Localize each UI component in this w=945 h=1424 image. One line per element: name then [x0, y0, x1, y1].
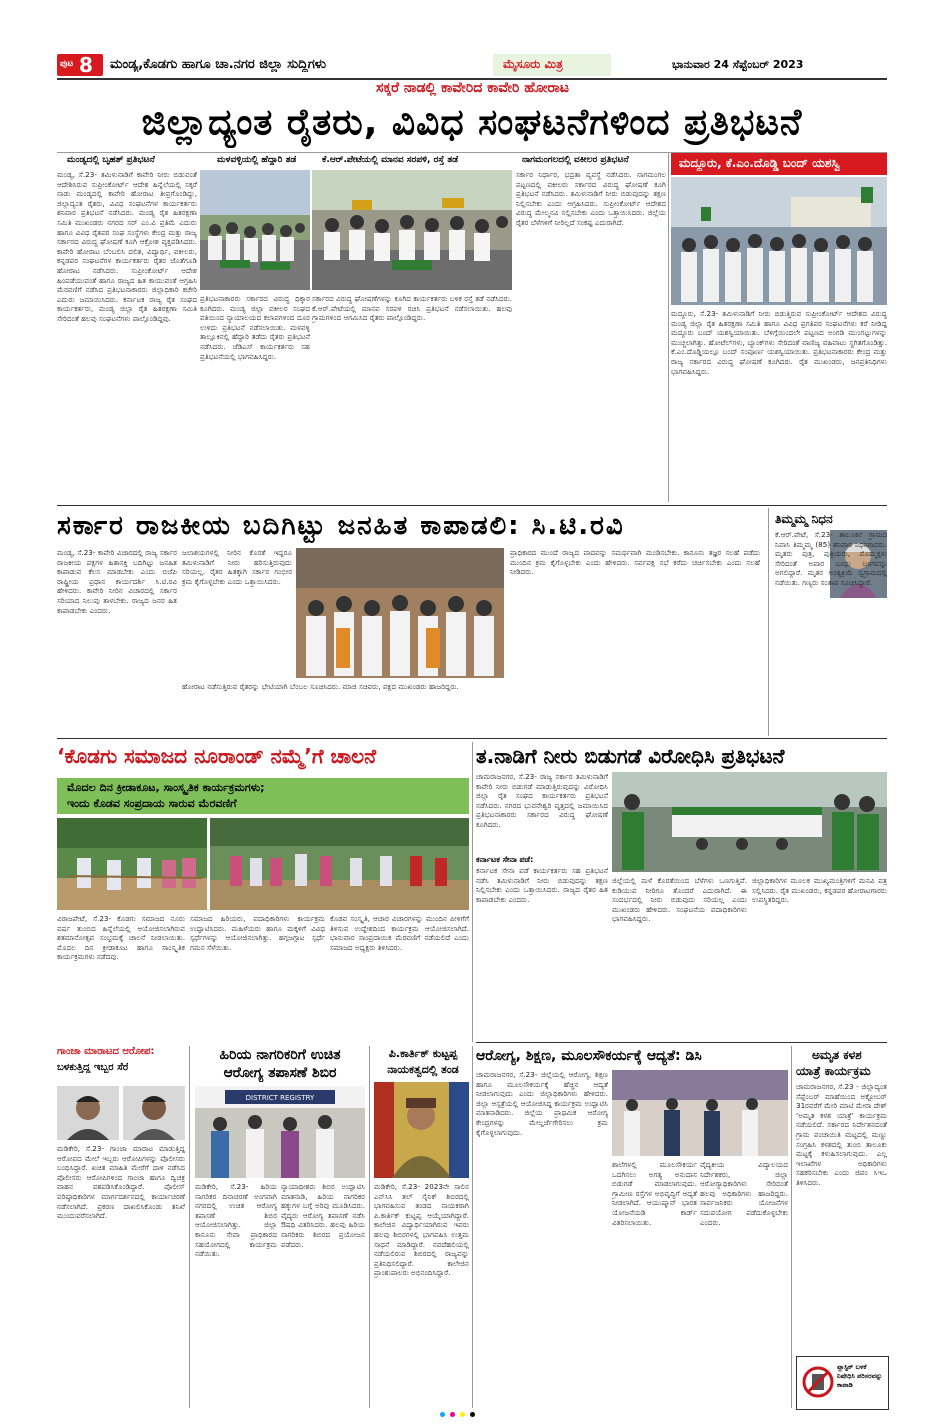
- arogya-text2: ಶಾಲೆಗಳಲ್ಲಿ ಮೂಲಸೌಕರ್ಯ ಒದಗಿಸಲು ಅಗತ್ಯ ಅನುದಾನ ಬಿಡುಗಡೆ ಮಾಡಲಾಗುವುದು. ಗ್ರಾಮೀಣ ರಸ್ತೆಗಳ ಅಭಿವೃದ್ಧಿಗೆ ಆದ್ಯತೆ ನೀಡಲಾಗಿದೆ. ಆಯುಷ್ಮಾನ್ ಭಾರತ ಯೋಜನೆಯಡಿ ಕಾರ್ಡ್ ವಿತರಿಸಲಾಯಿತು.: [612, 1160, 697, 1227]
- maddur-box-title: ಮದ್ದೂರು, ಕೆ.ಎಂ.ದೊಡ್ಡಿ ಬಂದ್ ಯಶಸ್ವಿ: [679, 156, 841, 170]
- page-label: ಪುಟ: [60, 59, 74, 69]
- ctravi-divider: [768, 508, 769, 736]
- ganja-headline2: ಬಳಕುತ್ತಿದ್ದ ಇಬ್ಬರ ಸೆರೆ: [57, 1062, 129, 1073]
- elders-text1: ಮಡಿಕೇರಿ, ಸೆ.23- ಹಿರಿಯ ನಾಗರಿಕರ ದಿನಾಚರಣೆ ಅಂಗವಾಗಿ ನಗರದಲ್ಲಿ ಉಚಿತ ಆರೋಗ್ಯ ತಪಾಸಣೆ ಶಿಬಿರ ಆಯೋಜಿಸಲಾಗಿತ್ತು. ಜಿಲ್ಲಾ ಕಾನೂನು ಸೇವಾ ಪ್ರಾಧಿಕಾರದ ಸಹಯೋಗದಲ್ಲಿ ಕಾರ್ಯಕ್ರಮ ನಡೆಯಿತು.: [195, 1182, 277, 1259]
- masthead: ಮೈಸೂರು ಮಿತ್ರ: [503, 57, 563, 71]
- lead-kicker: ಸಕ್ಕರೆ ನಾಡಲ್ಲಿ ಕಾವೇರಿದ ಕಾವೇರಿ ಹೋರಾಟ: [376, 80, 569, 96]
- tnwater-text3: ಜಿಲ್ಲೆಯಲ್ಲಿ ಮಳೆ ಕೊರತೆಯಿಂದ ಬೆಳೆಗಳು ಒಣಗುತ್ತಿವೆ. ಕುಡಿಯುವ ನೀರಿಗೂ ತೊಂದರೆ ಎದುರಾಗಿದೆ. ಈ ಸಂದರ್ಭದಲ್ಲಿ ನೀರು ಬಿಡುವುದು ಸರಿಯಲ್ಲ ಎಂದು ಮುಖಂಡರು ಹೇಳಿದರು. ಸಂಘಟನೆಯ ಪದಾಧಿಕಾರಿಗಳು ಭಾಗವಹಿಸಿದ್ದರು.: [612, 876, 747, 924]
- ncc-text: ಮಡಿಕೇರಿ, ಸೆ.23- 2023ನೇ ಸಾಲಿನ ಎನ್‌ಸಿಸಿ ತಲ್ ಸೈನಿಕ್ ಶಿಬಿರದಲ್ಲಿ ಭಾಗವಹಿಸುವ ತಂಡದ ನಾಯಕರಾಗಿ ಪಿ.ಕಾರ್ತಿಕ್ ಕುಟ್ಟಪ್ಪ ಆಯ್ಕೆಯಾಗಿದ್ದಾರೆ. ಕಾಲೇಜಿನ ವಿದ್ಯಾರ್ಥಿಯಾಗಿರುವ ಇವರು ಹಲವು ಶಿಬಿರಗಳಲ್ಲಿ ಭಾಗವಹಿಸಿ ಉತ್ತಮ ಸಾಧನೆ ಮಾಡಿದ್ದಾರೆ. ನವದೆಹಲಿಯಲ್ಲಿ ನಡೆಯಲಿರುವ ಶಿಬಿರದಲ್ಲಿ ರಾಜ್ಯವನ್ನು ಪ್ರತಿನಿಧಿಸಲಿದ್ದಾರೆ. ಕಾಲೇಜಿನ ಪ್ರಾಂಶುಪಾಲರು ಅಭಿನಂದಿಸಿದ್ದಾರೆ.: [374, 1182, 469, 1278]
- amrita-headline1: ಅಮೃತ ಕಳಶ: [812, 1048, 862, 1062]
- register-marks: [440, 1410, 510, 1418]
- protest-photo-krpete: [312, 170, 512, 290]
- kodagu-text3: ಕೊಡವ ಸಂಸ್ಕೃತಿ, ಆಚಾರ ವಿಚಾರಗಳನ್ನು ಮುಂದಿನ ಪೀಳಿಗೆಗೆ ತಿಳಿಸುವ ಉದ್ದೇಶದಿಂದ ಕಾರ್ಯಕ್ರಮ ಆಯೋಜಿಸಲಾಗಿದೆ. ಭಾನುವಾರ ಸಾಂಪ್ರದಾಯಿಕ ಮೆರವಣಿಗೆ ನಡೆಯಲಿದೆ ಎಂದು ಸಮಾಜದ ಅಧ್ಯಕ್ಷರು ತಿಳಿಸಿದರು.: [330, 914, 469, 952]
- kodagu-divider: [472, 742, 473, 1042]
- kodagu-headline: ‘ಕೊಡಗು ಸಮಾಜದ ನೂರಾಂಡ್ ನಮ್ಮೆ’ಗೆ ಚಾಲನೆ: [57, 744, 377, 768]
- black-mark: [470, 1412, 475, 1417]
- elders-headline2: ಆರೋಗ್ಯ ತಪಾಸಣೆ ಶಿಬಿರ: [223, 1065, 337, 1081]
- ncc-headline1: ಪಿ.ಕಾರ್ತಿಕ್ ಕುಟ್ಟಪ್ಪ: [388, 1047, 458, 1060]
- elders-text2: ನ್ಯಾಯಾಧೀಶರು ಶಿಬಿರ ಉದ್ಘಾಟಿಸಿ ಮಾತನಾಡಿ, ಹಿರಿಯ ನಾಗರಿಕರ ಹಕ್ಕುಗಳ ಬಗ್ಗೆ ಅರಿವು ಮೂಡಿಸಿದರು. ವೈದ್ಯರು ಆರೋಗ್ಯ ತಪಾಸಣೆ ನಡೆಸಿ ಔಷಧಿ ವಿತರಿಸಿದರು. ಹಲವು ಹಿರಿಯ ನಾಗರಿಕರು ಶಿಬಿರದ ಪ್ರಯೋಜನ ಪಡೆದರು.: [281, 1182, 365, 1249]
- obituary-title: ತಿಮ್ಮಮ್ಮ ನಿಧನ: [775, 512, 833, 526]
- tnwater-text2: ಕರ್ನಾಟಕ ಸೇನಾ ಪಡೆ ಕಾರ್ಯಕರ್ತರು ಸಹ ಪ್ರತಿಭಟನೆ ನಡೆಸಿ ತಮಿಳುನಾಡಿಗೆ ನೀರು ಬಿಡುವುದನ್ನು ತಕ್ಷಣ ನಿಲ್ಲಿಸಬೇಕು ಎಂದು ಒತ್ತಾಯಿಸಿದರು. ರಾಜ್ಯದ ರೈತರ ಹಿತ ಕಾಪಾಡಬೇಕು ಎಂದರು.: [476, 866, 608, 904]
- header-date: ಭಾನುವಾರ 24 ಸೆಪ್ಟೆಂಬರ್ 2023: [672, 58, 804, 71]
- subhead-krpete: ಕೆ.ಆರ್.ಪೇಟೆಯಲ್ಲಿ ಮಾನವ ಸರಪಳಿ, ರಸ್ತೆ ತಡೆ: [322, 155, 459, 165]
- tnwater-headline: ತ.ನಾಡಿಗೆ ನೀರು ಬಿಡುಗಡೆ ವಿರೋಧಿಸಿ ಪ್ರತಿಭಟನೆ: [476, 744, 785, 768]
- ctravi-text4: ಪ್ರಾಧಿಕಾರದ ಮುಂದೆ ರಾಜ್ಯದ ವಾದವನ್ನು ಸಮರ್ಥವಾಗಿ ಮಂಡಿಸಬೇಕು. ಕಾನೂನು ತಜ್ಞರ ಸಲಹೆ ಪಡೆದು ಮುಂದಿನ ಕ್ರಮ ಕೈಗೊಳ್ಳಬೇಕು ಎಂದು ಹೇಳಿದರು. ಸರ್ವಪಕ್ಷ ಸಭೆ ಕರೆದು ಚರ್ಚಿಸಬೇಕು ಎಂದು ಸಲಹೆ ನೀಡಿದರು.: [510, 548, 760, 577]
- kodagu-deck: [57, 778, 469, 814]
- ncc-cadet-photo: [374, 1082, 469, 1178]
- protest-photo-malavalli: [200, 170, 310, 290]
- lead-col3-text: ಸರ್ಕಾರದ ವಿರುದ್ಧ ಘೋಷಣೆಗಳನ್ನು ಕೂಗಿದ ಕಾರ್ಯಕರ್ತರು ಬಳಿಕ ರಸ್ತೆ ತಡೆ ನಡೆಸಿದರು. ಕೆ.ಆರ್.ಪೇಟೆಯಲ್ಲಿ ಮಾನವ ಸರಪಳಿ ರಚಿಸಿ ಪ್ರತಿಭಟನೆ ನಡೆಸಲಾಯಿತು. ಹಲವು ಗ್ರಾಮಗಳಿಂದ ಆಗಮಿಸಿದ ರೈತರು ಪಾಲ್ಗೊಂಡಿದ್ದರು.: [312, 294, 512, 323]
- elders-camp-photo: [195, 1086, 365, 1178]
- elders-divider: [369, 1046, 370, 1408]
- lead-col1-text: ಮಂಡ್ಯ, ಸೆ.23- ತಮಿಳುನಾಡಿಗೆ ಕಾವೇರಿ ನೀರು ಬಿಡುವಂತೆ ಆದೇಶಿಸಿರುವ ಸುಪ್ರೀಂಕೋರ್ಟ್ ಆದೇಶ ಹಿನ್ನೆಲೆಯಲ್ಲಿ ಸಕ್ಕರೆ ನಾಡು ಮಂಡ್ಯದಲ್ಲಿ ಕಾವೇರಿ ಹೋರಾಟ ತೀವ್ರಗೊಂಡಿದ್ದು, ಜಿಲ್ಲಾದ್ಯಂತ ರೈತರು, ವಿವಿಧ ಸಂಘಟನೆಗಳ ಕಾರ್ಯಕರ್ತರು ಶನಿವಾರ ಪ್ರತಿಭಟನೆ ನಡೆಸಿದರು. ಮಂಡ್ಯ ರೈತ ಹಿತರಕ್ಷಣಾ ಸಮಿತಿ ಮುಖಂಡರು ನಗರದ ಸರ್ ಎಂ.ವಿ ಪ್ರತಿಮೆ ಎದುರು ಹಾಗೂ ವಿವಿಧ ರೈತಪರ ಸಂಘ ಸಂಸ್ಥೆಗಳು ಕೇಂದ್ರ ಮತ್ತು ರಾಜ್ಯ ಸರ್ಕಾರದ ವಿರುದ್ಧ ಘೋಷಣೆ ಕೂಗಿ ಆಕ್ರೋಶ ವ್ಯಕ್ತಪಡಿಸಿದರು. ಕಾವೇರಿ ಹೋರಾಟ ಬೆಂಬಲಿಸಿ ದಲಿತ, ವಿದ್ಯಾರ್ಥಿ, ವಕೀಲರು, ಕನ್ನಡಪರ ಸಂಘಟನೆಗಳ ಕಾರ್ಯಕರ್ತರು ರೈತರ ಜೊತೆಗೂಡಿ ಹೋರಾಟ ನಡೆಸಿದರು. ಸುಪ್ರೀಂಕೋರ್ಟ್ ಆದೇಶ ಹಿಂಪಡೆಯುವಂತೆ ಹಾಗೂ ರಾಜ್ಯದ ಹಿತ ಕಾಯುವಂತೆ ಆಗ್ರಹಿಸಿ ಮೆರವಣಿಗೆ ನಡೆಸಿದ ಪ್ರತಿಭಟನಾಕಾರರು ಜಿಲ್ಲಾಧಿಕಾರಿ ಕಚೇರಿ ಎದುರು ಜಮಾಯಿಸಿದರು. ಕರ್ನಾಟಕ ರಾಜ್ಯ ರೈತ ಸಂಘದ ಕಾರ್ಯಕರ್ತರು, ಮಂಡ್ಯ ಜಿಲ್ಲಾ ರೈತ ಹಿತರಕ್ಷಣಾ ಸಮಿತಿ ಸೇರಿದಂತೆ ಹಲವು ಸಂಘಟನೆಗಳು ಪಾಲ್ಗೊಂಡಿದ್ದವು.: [57, 170, 197, 323]
- tnwater-text1: ಚಾಮರಾಜನಗರ, ಸೆ.23- ರಾಜ್ಯ ಸರ್ಕಾರ ತಮಿಳುನಾಡಿಗೆ ಕಾವೇರಿ ನೀರು ಬಿಡುಗಡೆ ಮಾಡುತ್ತಿರುವುದನ್ನು ವಿರೋಧಿಸಿ ಜಿಲ್ಲಾ ರೈತ ಸಂಘದ ಕಾರ್ಯಕರ್ತರು ಪ್ರತಿಭಟನೆ ನಡೆಸಿದರು. ನಗರದ ಭುವನೇಶ್ವರಿ ವೃತ್ತದಲ್ಲಿ ಜಮಾಯಿಸಿದ ಪ್ರತಿಭಟನಾಕಾರರು ಸರ್ಕಾರದ ವಿರುದ್ಧ ಘೋಷಣೆ ಕೂಗಿದರು.: [476, 772, 608, 829]
- tnwater-photo: [612, 772, 887, 872]
- arogya-text1: ಚಾಮರಾಜನಗರ, ಸೆ.23- ಜಿಲ್ಲೆಯಲ್ಲಿ ಆರೋಗ್ಯ, ಶಿಕ್ಷಣ ಹಾಗೂ ಮೂಲಸೌಕರ್ಯಕ್ಕೆ ಹೆಚ್ಚಿನ ಆದ್ಯತೆ ನೀಡಲಾಗುವುದು ಎಂದು ಜಿಲ್ಲಾಧಿಕಾರಿಗಳು ಹೇಳಿದರು. ಜಿಲ್ಲಾ ಆಸ್ಪತ್ರೆಯಲ್ಲಿ ಆಯೋಜಿಸಿದ್ದ ಕಾರ್ಯಕ್ರಮ ಉದ್ಘಾಟಿಸಿ ಮಾತನಾಡಿದರು. ಜಿಲ್ಲೆಯ ಪ್ರಾಥಮಿಕ ಆರೋಗ್ಯ ಕೇಂದ್ರಗಳನ್ನು ಮೇಲ್ದರ್ಜೆಗೇರಿಸಲು ಕ್ರಮ ಕೈಗೊಳ್ಳಲಾಗುವುದು.: [476, 1070, 608, 1137]
- kodagu-text1: ವಿರಾಜಪೇಟೆ, ಸೆ.23- ಕೊಡಗು ಸಮಾಜದ ನೂರು ವರ್ಷ ತುಂಬಿದ ಹಿನ್ನೆಲೆಯಲ್ಲಿ ಆಯೋಜಿಸಲಾಗಿರುವ ಶತಮಾನೋತ್ಸವ ಸಂಭ್ರಮಕ್ಕೆ ಚಾಲನೆ ನೀಡಲಾಯಿತು. ಮೊದಲ ದಿನ ಕ್ರೀಡಾಕೂಟ ಹಾಗೂ ಸಾಂಸ್ಕೃತಿಕ ಕಾರ್ಯಕ್ರಮಗಳು ನಡೆದವು.: [57, 914, 185, 962]
- maddur-box-text: ಮದ್ದೂರು, ಸೆ.23- ತಮಿಳುನಾಡಿಗೆ ನೀರು ಬಿಡುತ್ತಿರುವ ಸುಪ್ರೀಂಕೋರ್ಟ್ ಆದೇಶದ ವಿರುದ್ಧ ಮಂಡ್ಯ ಜಿಲ್ಲಾ ರೈತ ಹಿತರಕ್ಷಣಾ ಸಮಿತಿ ಹಾಗೂ ವಿವಿಧ ಪ್ರಗತಿಪರ ಸಂಘಟನೆಗಳು ಕರೆ ನೀಡಿದ್ದ ಮದ್ದೂರು ಬಂದ್ ಯಶಸ್ವಿಯಾಯಿತು. ಬೆಳಿಗ್ಗೆಯಿಂದಲೇ ಪಟ್ಟಣದ ಅಂಗಡಿ ಮುಂಗಟ್ಟುಗಳನ್ನು ಮುಚ್ಚಲಾಗಿತ್ತು. ಹೋಟೆಲ್‌ಗಳು, ಬ್ಯಾಂಕ್‌ಗಳು ಸೇರಿದಂತೆ ವಾಣಿಜ್ಯ ವಹಿವಾಟು ಸ್ಥಗಿತಗೊಂಡಿತ್ತು. ಕೆ.ಎಂ.ದೊಡ್ಡಿಯಲ್ಲೂ ಬಂದ್ ಸಂಪೂರ್ಣ ಯಶಸ್ವಿಯಾಯಿತು. ಪ್ರತಿಭಟನಾಕಾರರು ಕೇಂದ್ರ ಮತ್ತು ರಾಜ್ಯ ಸರ್ಕಾರದ ವಿರುದ್ಧ ಘೋಷಣೆ ಕೂಗಿದರು. ರೈತ ಮುಖಂಡರು, ಜನಪ್ರತಿನಿಧಿಗಳು ಭಾಗವಹಿಸಿದ್ದರು.: [671, 309, 887, 376]
- arogya-text3: ವೈದ್ಯಕೀಯ ವಿದ್ಯಾಲಯದ ನಿರ್ದೇಶಕರು, ಜಿಲ್ಲಾ ಆರೋಗ್ಯಾಧಿಕಾರಿಗಳು ಸೇರಿದಂತೆ ಹಲವು ಅಧಿಕಾರಿಗಳು ಹಾಜರಿದ್ದರು. ಸಾರ್ವಜನಿಕರು ಯೋಜನೆಗಳ ಸದುಪಯೋಗ ಪಡೆದುಕೊಳ್ಳಬೇಕು ಎಂದರು.: [700, 1160, 788, 1227]
- magenta-mark: [450, 1412, 455, 1417]
- ganja-text: ಮಡಿಕೇರಿ, ಸೆ.23- ಗಾಂಜಾ ಮಾರಾಟ ಮಾಡುತ್ತಿದ್ದ ಆರೋಪದ ಮೇಲೆ ಇಬ್ಬರು ಆರೋಪಿಗಳನ್ನು ಪೊಲೀಸರು ಬಂಧಿಸಿದ್ದಾರೆ. ಖಚಿತ ಮಾಹಿತಿ ಮೇರೆಗೆ ದಾಳಿ ನಡೆಸಿದ ಪೊಲೀಸರು ಆರೋಪಿಗಳಿಂದ ಗಾಂಜಾ ಹಾಗೂ ದ್ವಿಚಕ್ರ ವಾಹನ ವಶಪಡಿಸಿಕೊಂಡಿದ್ದಾರೆ. ಪೊಲೀಸ್ ವರಿಷ್ಠಾಧಿಕಾರಿಗಳ ಮಾರ್ಗದರ್ಶನದಲ್ಲಿ ಕಾರ್ಯಾಚರಣೆ ನಡೆಸಲಾಗಿದೆ. ಪ್ರಕರಣ ದಾಖಲಿಸಿಕೊಂಡು ತನಿಖೆ ಮುಂದುವರೆಸಲಾಗಿದೆ.: [57, 1144, 185, 1221]
- plastic-ban-text: ಪ್ಲಾಸ್ಟಿಕ್ ಬಳಕೆ ನಿಷೇಧಿಸಿ ಪರಿಸರವನ್ನು ಕಾಪಾಡಿ: [837, 1363, 883, 1389]
- arogya-headline: ಆರೋಗ್ಯ, ಶಿಕ್ಷಣ, ಮೂಲಸೌಕರ್ಯಕ್ಕೆ ಆದ್ಯತೆ: ಡಿಸಿ: [476, 1048, 702, 1064]
- ctravi-headline: ಸರ್ಕಾರ ರಾಜಕೀಯ ಬದಿಗಿಟ್ಟು ಜನಹಿತ ಕಾಪಾಡಲಿ: ಸಿ.ಟಿ.ರವಿ: [57, 511, 625, 541]
- lead-col4-text: ಸರ್ಕಾರ ನಿರ್ಧಾರ, ಭದ್ರತಾ ವ್ಯವಸ್ಥೆ ನಡೆಸಿದರು. ನಾಗಮಂಗಲ ಪಟ್ಟಣದಲ್ಲಿ ವಕೀಲರು ಸರ್ಕಾರದ ವಿರುದ್ಧ ಘೋಷಣೆ ಕೂಗಿ ಪ್ರತಿಭಟನೆ ನಡೆಸಿದರು. ತಮಿಳುನಾಡಿಗೆ ನೀರು ಬಿಡುವುದನ್ನು ತಕ್ಷಣ ನಿಲ್ಲಿಸಬೇಕು ಎಂದು ಆಗ್ರಹಿಸಿದರು. ಸುಪ್ರೀಂಕೋರ್ಟ್ ಆದೇಶದ ವಿರುದ್ಧ ಮೇಲ್ಮನವಿ ಸಲ್ಲಿಸಬೇಕು ಎಂದು ಒತ್ತಾಯಿಸಿದರು. ಜಿಲ್ಲೆಯ ರೈತರ ಬೆಳೆಗಳಿಗೆ ನೀರಿಲ್ಲದೆ ಸಂಕಷ್ಟ ಎದುರಾಗಿದೆ.: [516, 170, 666, 227]
- subhead-nagamangala: ನಾಗಮಂಗಲದಲ್ಲಿ ವಕೀಲರ ಪ್ರತಿಭಟನೆ: [522, 155, 629, 165]
- arogya-photo: [612, 1070, 788, 1156]
- kodagu-deck-line2: ಇಂದು ಕೊಡವ ಸಂಪ್ರದಾಯ ಸಾರುವ ಮೆರವಣಿಗೆ: [67, 797, 237, 810]
- ganja-headline-box: [57, 1046, 187, 1082]
- ncc-divider: [472, 1046, 473, 1408]
- ctravi-bottom-rule: [57, 738, 887, 739]
- plastic-ban-ad: [796, 1356, 889, 1410]
- page-badge: [57, 54, 103, 76]
- no-plastic-icon: [801, 1365, 835, 1399]
- kodagu-photo-crowd: [210, 818, 469, 910]
- ctravi-text1: ಮಂಡ್ಯ, ಸೆ.23- ಕಾವೇರಿ ವಿಚಾರದಲ್ಲಿ ರಾಜ್ಯ ಸರ್ಕಾರ ರಾಜಕೀಯ ಪಕ್ಷಗಳ ಹಿತಾಸಕ್ತಿ ಬದಿಗಿಟ್ಟು ಜನಹಿತ ಕಾಪಾಡುವ ಕೆಲಸ ಮಾಡಬೇಕು ಎಂದು ಬಿಜೆಪಿ ರಾಷ್ಟ್ರೀಯ ಪ್ರಧಾನ ಕಾರ್ಯದರ್ಶಿ ಸಿ.ಟಿ.ರವಿ ಹೇಳಿದರು. ಕಾವೇರಿ ನೀರಿನ ವಿಚಾರದಲ್ಲಿ ಸರ್ಕಾರ ಸರಿಯಾದ ನಿಲುವು ತಾಳಬೇಕು. ರಾಜ್ಯದ ಜನರ ಹಿತ ಕಾಪಾಡಬೇಕು ಎಂದರು.: [57, 548, 177, 615]
- ganja-accused-photo-2: [123, 1086, 185, 1140]
- yellow-mark: [460, 1412, 465, 1417]
- lead-col2-text: ಪ್ರತಿಭಟನಾಕಾರರು ಸರ್ಕಾರದ ವಿರುದ್ಧ ಧಿಕ್ಕಾರ ಕೂಗಿದರು. ಮಂಡ್ಯ ಜಿಲ್ಲಾ ವಕೀಲರ ಸಂಘದ ವತಿಯಿಂದ ನ್ಯಾಯಾಲಯದ ಕಲಾಪಗಳಿಂದ ದೂರ ಉಳಿದು ಪ್ರತಿಭಟನೆ ನಡೆಸಲಾಯಿತು. ಮಳವಳ್ಳಿ ತಾಲ್ಲೂಕಿನಲ್ಲಿ ಹೆದ್ದಾರಿ ತಡೆದು ರೈತರು ಪ್ರತಿಭಟನೆ ನಡೆಸಿದರು. ಜೆಡಿಎಸ್ ಕಾರ್ಯಕರ್ತರು ಸಹ ಪ್ರತಿಭಟನೆಯಲ್ಲಿ ಭಾಗವಹಿಸಿದ್ದರು.: [200, 294, 310, 361]
- section-title: ಮಂಡ್ಯ,ಕೊಡಗು ಹಾಗೂ ಚಾ.ನಗರ ಜಿಲ್ಲಾ ಸುದ್ದಿಗಳು: [110, 57, 326, 72]
- subhead-mandya: ಮಂಡ್ಯದಲ್ಲಿ ಬೃಹತ್ ಪ್ರತಿಭಟನೆ: [67, 155, 155, 165]
- obituary-text: ಕೆ.ಆರ್.ಪೇಟೆ, ಸೆ.23- ತಾಲೂಕಿನ ಗ್ರಾಮದ ನಿವಾಸಿ ತಿಮ್ಮಮ್ಮ (85) ಶನಿವಾರ ನಿಧನರಾದರು. ಮೃತರು ಪುತ್ರ, ಪುತ್ರಿಯರು, ಮೊಮ್ಮಕ್ಕಳು ಸೇರಿದಂತೆ ಅಪಾರ ಬಂಧು ಬಳಗವನ್ನು ಅಗಲಿದ್ದಾರೆ. ಮೃತರ ಅಂತ್ಯಕ್ರಿಯೆ ಸ್ವಗ್ರಾಮದಲ್ಲಿ ನಡೆಯಿತು. ಗಣ್ಯರು ಸಂತಾಪ ಸೂಚಿಸಿದ್ದಾರೆ.: [775, 530, 887, 587]
- lead-subheads: [57, 155, 667, 169]
- maddur-box-title-bar: [671, 153, 887, 175]
- lead-headline: ಜಿಲ್ಲಾದ್ಯಂತ ರೈತರು, ವಿವಿಧ ಸಂಘಟನೆಗಳಿಂದ ಪ್ರತಿಭಟನೆ: [141, 102, 803, 143]
- ganja-headline1: ಗಾಂಜಾ ಮಾರಾಟದ ಆರೋಪ:: [57, 1046, 155, 1057]
- tnwater-subhead: ಕರ್ನಾಟಕ ಸೇನಾ ಪಡೆ:: [476, 855, 534, 864]
- ctravi-photo-main: [296, 548, 504, 678]
- tnwater-bottom-rule: [476, 1042, 887, 1043]
- elders-photo-banner: DISTRICT REGISTRY: [245, 1094, 315, 1102]
- kodagu-photo-tugofwar: [57, 818, 207, 910]
- ganja-accused-photo-1: [57, 1086, 119, 1140]
- kodagu-text2: ಸಮಾಜದ ಹಿರಿಯರು, ಪದಾಧಿಕಾರಿಗಳು ಕಾರ್ಯಕ್ರಮ ಉದ್ಘಾಟಿಸಿದರು. ಮಹಿಳೆಯರು ಹಾಗೂ ಮಕ್ಕಳಿಗೆ ವಿವಿಧ ಸ್ಪರ್ಧೆಗಳನ್ನು ಆಯೋಜಿಸಲಾಗಿತ್ತು. ಹಗ್ಗಜಗ್ಗಾಟ ಸ್ಪರ್ಧೆ ಗಮನ ಸೆಳೆಯಿತು.: [190, 914, 325, 952]
- lead-bottom-rule: [57, 505, 887, 506]
- maddur-bandh-box: [671, 153, 887, 502]
- ganja-divider: [189, 1046, 190, 1408]
- arogya-divider: [791, 1046, 792, 1408]
- masthead-box: [493, 54, 611, 76]
- subhead-malavalli: ಮಳವಳ್ಳಿಯಲ್ಲಿ ಹೆದ್ದಾರಿ ತಡೆ: [217, 155, 297, 165]
- ncc-headline2: ನಾಯಕತ್ವದಲ್ಲಿ ತಂಡ: [387, 1063, 459, 1076]
- elders-headline1: ಹಿರಿಯ ನಾಗರಿಕರಿಗೆ ಉಚಿತ: [219, 1047, 341, 1063]
- lead-col-divider: [668, 153, 669, 502]
- page-header: [0, 0, 945, 78]
- amrita-text: ಚಾಮರಾಜನಗರ, ಸೆ.23 - ಜಿಲ್ಲಾದ್ಯಂತ ಸೆಪ್ಟೆಂಬರ್ ಮಾಹೆಯಿಂದ ಅಕ್ಟೋಬರ್ 31ರವರೆಗೆ ಮೇರಿ ಮಾಟಿ ಮೇರಾ ದೇಶ್ ‘ಅಮೃತ ಕಳಶ ಯಾತ್ರೆ’ ಕಾರ್ಯಕ್ರಮ ನಡೆಯಲಿದೆ. ಸರ್ಕಾರದ ನಿರ್ದೇಶನದಂತೆ ಗ್ರಾಮ ಪಂಚಾಯಿತಿ ಮಟ್ಟದಲ್ಲಿ ಮಣ್ಣು ಸಂಗ್ರಹಿಸಿ ಕಳಶದಲ್ಲಿ ತುಂಬಿ ತಾಲೂಕು ಮಟ್ಟಕ್ಕೆ ಕಳುಹಿಸಲಾಗುವುದು. ಎಲ್ಲ ಇಲಾಖೆಗಳ ಅಧಿಕಾರಿಗಳು ಸಹಕರಿಸಬೇಕು ಎಂದು ಜಿಪಂ ಸಿಇಒ ತಿಳಿಸಿದರು.: [796, 1082, 887, 1187]
- page-number: 8: [79, 53, 93, 77]
- tnwater-text4: ಜಿಲ್ಲಾಧಿಕಾರಿಗಳ ಮೂಲಕ ಮುಖ್ಯಮಂತ್ರಿಗಳಿಗೆ ಮನವಿ ಪತ್ರ ಸಲ್ಲಿಸಿದರು. ರೈತ ಮುಖಂಡರು, ಕನ್ನಡಪರ ಹೋರಾಟಗಾರರು ಉಪಸ್ಥಿತರಿದ್ದರು.: [752, 876, 887, 905]
- kodagu-deck-line1: ಮೊದಲ ದಿನ ಕ್ರೀಡಾಕೂಟ, ಸಾಂಸ್ಕೃತಿಕ ಕಾರ್ಯಕ್ರಮಗಳು;: [67, 781, 265, 794]
- amrita-headline2: ಯಾತ್ರೆ ಕಾರ್ಯಕ್ರಮ: [796, 1064, 871, 1078]
- cyan-mark: [440, 1412, 445, 1417]
- ctravi-text2: ಜಲಾಶಯಗಳಲ್ಲಿ ನೀರಿನ ಕೊರತೆ ಇದ್ದರೂ ತಮಿಳುನಾಡಿಗೆ ನೀರು ಹರಿಸುತ್ತಿರುವುದು ಸರಿಯಲ್ಲ. ರೈತರ ಹಿತಕ್ಕಾಗಿ ಸರ್ಕಾರ ಗಂಭೀರ ಕ್ರಮ ಕೈಗೊಳ್ಳಬೇಕು ಎಂದು ಒತ್ತಾಯಿಸಿದರು.: [182, 548, 292, 586]
- ctravi-text3: ಹೋರಾಟ ನಡೆಸುತ್ತಿರುವ ರೈತರನ್ನು ಭೇಟಿಯಾಗಿ ಬೆಂಬಲ ಸೂಚಿಸಿದರು. ಮಾಜಿ ಸಚಿವರು, ಪಕ್ಷದ ಮುಖಂಡರು ಹಾಜರಿದ್ದರು.: [182, 682, 459, 691]
- maddur-bandh-photo: [671, 177, 887, 305]
